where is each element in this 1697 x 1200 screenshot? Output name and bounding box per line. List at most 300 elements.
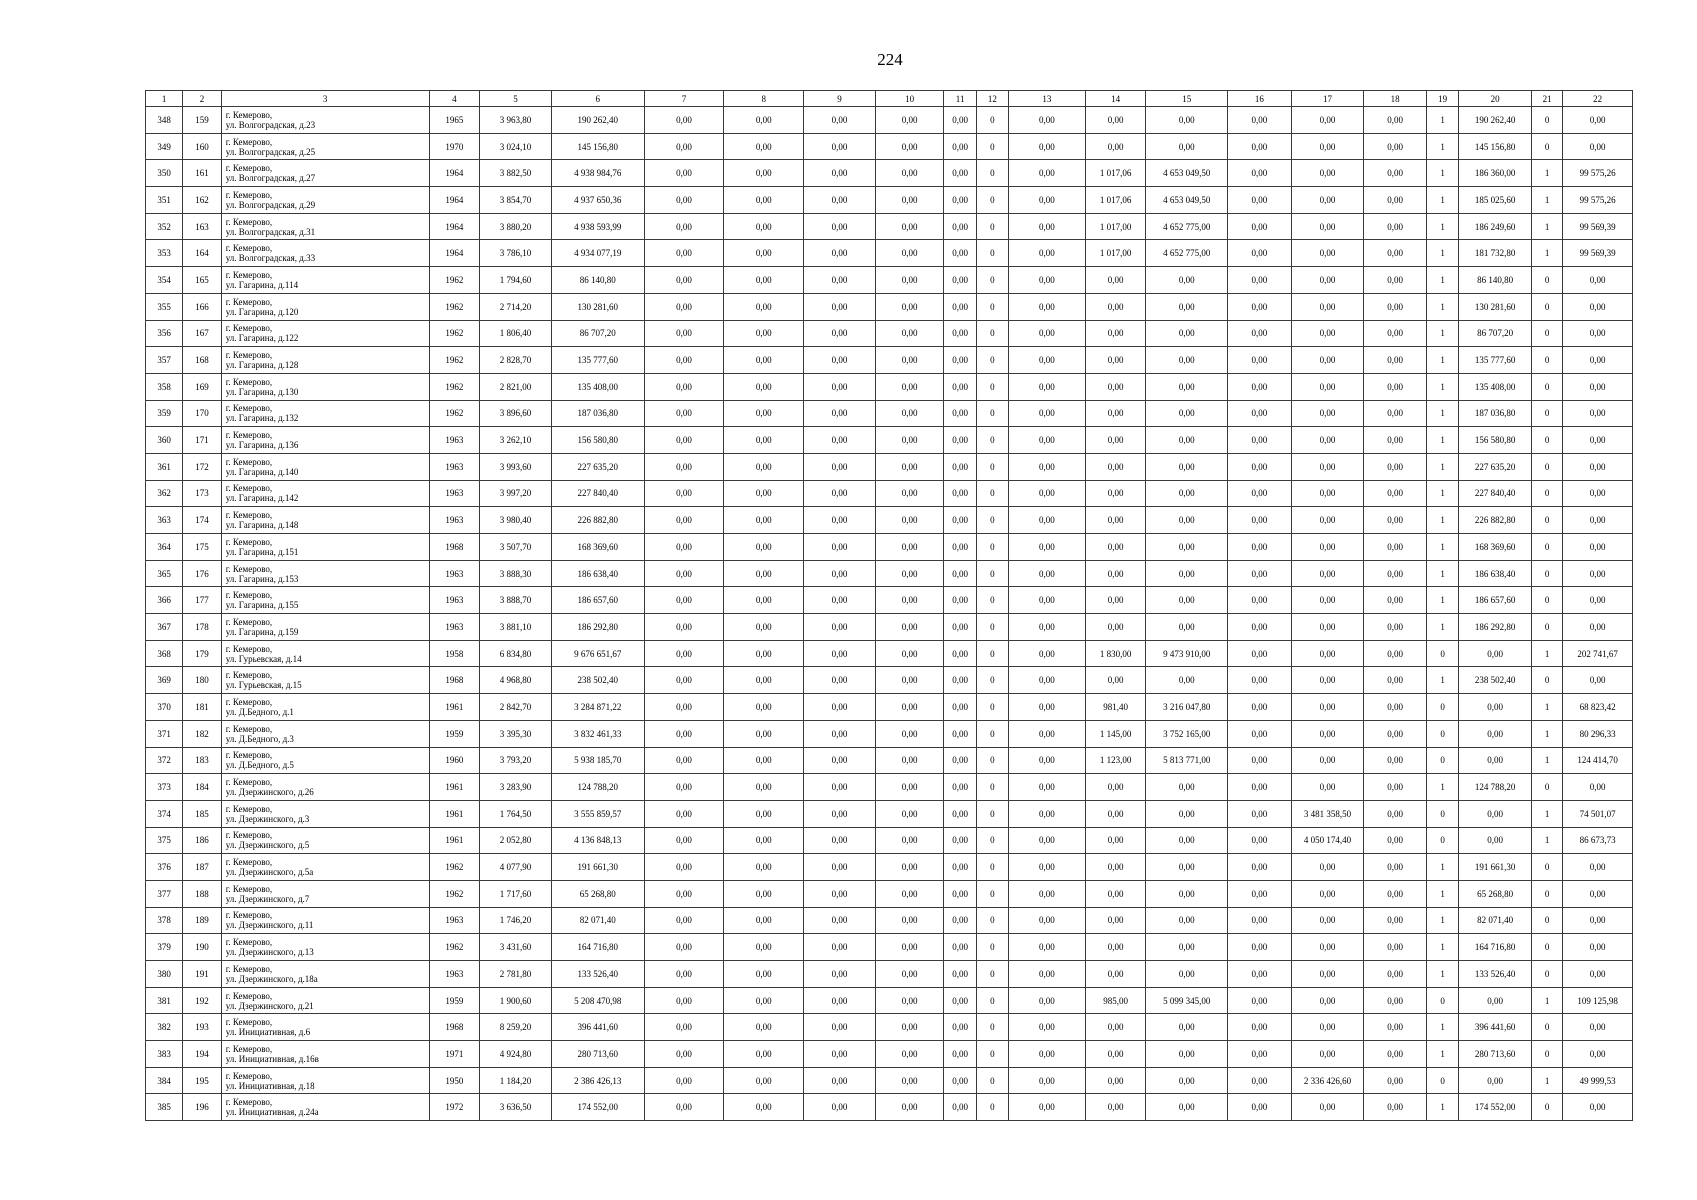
col-9-cell: 0,00 <box>804 961 876 988</box>
address-cell <box>221 320 429 347</box>
address-street: ул. Гагарина, д.140 <box>225 466 299 477</box>
col-14-cell: 0,00 <box>1085 133 1146 160</box>
col-20-cell: 168 369,60 <box>1459 534 1532 561</box>
col-22-cell: 0,00 <box>1563 1094 1633 1121</box>
total-cost-cell: 133 526,40 <box>551 961 644 988</box>
col-19-cell: 1 <box>1426 614 1458 641</box>
table-row <box>146 1067 1633 1094</box>
table-row <box>146 187 1633 214</box>
address-city: г. Кемерово, <box>225 723 273 734</box>
col-15-cell: 3 752 165,00 <box>1146 720 1228 747</box>
col-19-cell: 0 <box>1426 720 1458 747</box>
address-street: ул. Гагарина, д.114 <box>225 279 299 290</box>
address-cell <box>221 934 429 961</box>
area-cell: 3 888,30 <box>480 560 552 587</box>
col-21-cell: 0 <box>1531 934 1562 961</box>
address-cell <box>221 160 429 187</box>
col-21-cell: 0 <box>1531 507 1562 534</box>
year-cell: 1968 <box>429 534 479 561</box>
address-street: ул. Гагарина, д.132 <box>225 413 299 424</box>
col-9-cell: 0,00 <box>804 987 876 1014</box>
sub-number-cell: 177 <box>183 587 221 614</box>
col-21-cell: 1 <box>1531 160 1562 187</box>
year-cell: 1968 <box>429 667 479 694</box>
address-street: ул. Гагарина, д.122 <box>225 333 299 344</box>
column-header: 20 <box>1459 91 1532 107</box>
year-cell: 1961 <box>429 694 479 721</box>
sub-number-cell: 193 <box>183 1014 221 1041</box>
column-header: 18 <box>1364 91 1427 107</box>
area-cell: 3 882,50 <box>480 160 552 187</box>
col-10-cell: 0,00 <box>875 187 944 214</box>
col-7-cell: 0,00 <box>644 694 724 721</box>
row-number-cell: 360 <box>146 427 183 454</box>
col-20-cell: 191 661,30 <box>1459 854 1532 881</box>
col-7-cell: 0,00 <box>644 880 724 907</box>
col-9-cell: 0,00 <box>804 667 876 694</box>
table-body <box>146 107 1633 1121</box>
col-19-cell: 1 <box>1426 934 1458 961</box>
col-8-cell: 0,00 <box>724 1094 804 1121</box>
col-12-cell: 0 <box>976 640 1008 667</box>
address-street: ул. Дзержинского, д.26 <box>225 787 314 798</box>
col-12-cell: 0 <box>976 213 1008 240</box>
address-street: ул. Волгоградская, д.31 <box>225 226 316 237</box>
col-19-cell: 1 <box>1426 880 1458 907</box>
col-19-cell: 1 <box>1426 293 1458 320</box>
col-16-cell: 0,00 <box>1228 667 1292 694</box>
col-20-cell: 186 292,80 <box>1459 614 1532 641</box>
col-8-cell: 0,00 <box>724 347 804 374</box>
table-row <box>146 587 1633 614</box>
col-9-cell: 0,00 <box>804 267 876 294</box>
address-cell <box>221 800 429 827</box>
column-header: 2 <box>183 91 221 107</box>
address-city: г. Кемерово, <box>225 830 273 841</box>
col-10-cell: 0,00 <box>875 427 944 454</box>
col-8-cell: 0,00 <box>724 133 804 160</box>
address-cell <box>221 640 429 667</box>
sub-number-cell: 184 <box>183 774 221 801</box>
col-14-cell: 0,00 <box>1085 293 1146 320</box>
year-cell: 1962 <box>429 854 479 881</box>
col-11-cell: 0,00 <box>944 267 976 294</box>
area-cell: 3 395,30 <box>480 720 552 747</box>
col-10-cell: 0,00 <box>875 640 944 667</box>
col-9-cell: 0,00 <box>804 694 876 721</box>
address-city: г. Кемерово, <box>225 777 273 788</box>
col-20-cell: 0,00 <box>1459 747 1532 774</box>
total-cost-cell: 86 140,80 <box>551 267 644 294</box>
col-19-cell: 0 <box>1426 800 1458 827</box>
col-8-cell: 0,00 <box>724 854 804 881</box>
col-21-cell: 0 <box>1531 1094 1562 1121</box>
col-10-cell: 0,00 <box>875 1067 944 1094</box>
row-number-cell: 362 <box>146 480 183 507</box>
address-city: г. Кемерово, <box>225 963 273 974</box>
col-19-cell: 1 <box>1426 587 1458 614</box>
col-21-cell: 0 <box>1531 320 1562 347</box>
sub-number-cell: 187 <box>183 854 221 881</box>
col-14-cell: 0,00 <box>1085 400 1146 427</box>
col-20-cell: 130 281,60 <box>1459 293 1532 320</box>
table-row <box>146 667 1633 694</box>
col-12-cell: 0 <box>976 694 1008 721</box>
col-7-cell: 0,00 <box>644 534 724 561</box>
table-row <box>146 854 1633 881</box>
col-21-cell: 0 <box>1531 267 1562 294</box>
col-14-cell: 0,00 <box>1085 827 1146 854</box>
sub-number-cell: 167 <box>183 320 221 347</box>
sub-number-cell: 171 <box>183 427 221 454</box>
col-19-cell: 1 <box>1426 774 1458 801</box>
col-13-cell: 0,00 <box>1009 400 1086 427</box>
col-19-cell: 1 <box>1426 480 1458 507</box>
col-14-cell: 0,00 <box>1085 347 1146 374</box>
col-15-cell: 0,00 <box>1146 347 1228 374</box>
col-7-cell: 0,00 <box>644 480 724 507</box>
col-20-cell: 227 635,20 <box>1459 453 1532 480</box>
sub-number-cell: 160 <box>183 133 221 160</box>
table-row <box>146 160 1633 187</box>
col-18-cell: 0,00 <box>1364 480 1427 507</box>
col-16-cell: 0,00 <box>1228 747 1292 774</box>
column-header: 16 <box>1228 91 1292 107</box>
col-13-cell: 0,00 <box>1009 774 1086 801</box>
year-cell: 1959 <box>429 720 479 747</box>
year-cell: 1963 <box>429 961 479 988</box>
row-number-cell: 350 <box>146 160 183 187</box>
col-15-cell: 0,00 <box>1146 827 1228 854</box>
row-number-cell: 367 <box>146 614 183 641</box>
col-8-cell: 0,00 <box>724 827 804 854</box>
col-11-cell: 0,00 <box>944 614 976 641</box>
col-15-cell: 0,00 <box>1146 400 1228 427</box>
address-street: ул. Инициативная, д.6 <box>225 1027 311 1038</box>
col-22-cell: 0,00 <box>1563 133 1633 160</box>
row-number-cell: 380 <box>146 961 183 988</box>
col-13-cell: 0,00 <box>1009 827 1086 854</box>
address-street: ул. Инициативная, д.18 <box>225 1080 315 1091</box>
total-cost-cell: 3 832 461,33 <box>551 720 644 747</box>
sub-number-cell: 195 <box>183 1067 221 1094</box>
area-cell: 3 888,70 <box>480 587 552 614</box>
col-15-cell: 0,00 <box>1146 934 1228 961</box>
col-21-cell: 0 <box>1531 614 1562 641</box>
col-17-cell: 0,00 <box>1291 160 1364 187</box>
year-cell: 1961 <box>429 774 479 801</box>
address-cell <box>221 747 429 774</box>
area-cell: 3 896,60 <box>480 400 552 427</box>
total-cost-cell: 4 934 077,19 <box>551 240 644 267</box>
col-16-cell: 0,00 <box>1228 347 1292 374</box>
total-cost-cell: 135 777,60 <box>551 347 644 374</box>
area-cell: 3 854,70 <box>480 187 552 214</box>
row-number-cell: 377 <box>146 880 183 907</box>
col-15-cell: 4 653 049,50 <box>1146 160 1228 187</box>
address-cell <box>221 453 429 480</box>
col-9-cell: 0,00 <box>804 320 876 347</box>
address-city: г. Кемерово, <box>225 883 273 894</box>
row-number-cell: 385 <box>146 1094 183 1121</box>
address-city: г. Кемерово, <box>225 403 273 414</box>
col-11-cell: 0,00 <box>944 480 976 507</box>
col-10-cell: 0,00 <box>875 961 944 988</box>
total-cost-cell: 135 408,00 <box>551 373 644 400</box>
col-14-cell: 0,00 <box>1085 961 1146 988</box>
table-row <box>146 240 1633 267</box>
total-cost-cell: 3 284 871,22 <box>551 694 644 721</box>
col-11-cell: 0,00 <box>944 961 976 988</box>
area-cell: 2 052,80 <box>480 827 552 854</box>
col-9-cell: 0,00 <box>804 1041 876 1068</box>
address-city: г. Кемерово, <box>225 296 273 307</box>
table-row <box>146 507 1633 534</box>
year-cell: 1964 <box>429 187 479 214</box>
col-11-cell: 0,00 <box>944 507 976 534</box>
col-7-cell: 0,00 <box>644 1094 724 1121</box>
table-row <box>146 987 1633 1014</box>
table-row <box>146 720 1633 747</box>
col-9-cell: 0,00 <box>804 774 876 801</box>
year-cell: 1964 <box>429 240 479 267</box>
col-15-cell: 0,00 <box>1146 293 1228 320</box>
col-18-cell: 0,00 <box>1364 400 1427 427</box>
col-13-cell: 0,00 <box>1009 560 1086 587</box>
col-17-cell: 0,00 <box>1291 560 1364 587</box>
col-21-cell: 0 <box>1531 880 1562 907</box>
sub-number-cell: 172 <box>183 453 221 480</box>
col-10-cell: 0,00 <box>875 587 944 614</box>
address-street: ул. Д.Бедного, д.3 <box>225 733 294 744</box>
col-16-cell: 0,00 <box>1228 800 1292 827</box>
col-17-cell: 0,00 <box>1291 347 1364 374</box>
total-cost-cell: 5 208 470,98 <box>551 987 644 1014</box>
address-cell <box>221 961 429 988</box>
col-17-cell: 0,00 <box>1291 854 1364 881</box>
address-cell <box>221 293 429 320</box>
col-10-cell: 0,00 <box>875 373 944 400</box>
col-7-cell: 0,00 <box>644 293 724 320</box>
col-8-cell: 0,00 <box>724 107 804 134</box>
col-16-cell: 0,00 <box>1228 1067 1292 1094</box>
year-cell: 1963 <box>429 427 479 454</box>
area-cell: 2 714,20 <box>480 293 552 320</box>
address-city: г. Кемерово, <box>225 643 273 654</box>
col-19-cell: 1 <box>1426 961 1458 988</box>
col-15-cell: 4 652 775,00 <box>1146 213 1228 240</box>
col-21-cell: 0 <box>1531 907 1562 934</box>
col-15-cell: 0,00 <box>1146 1067 1228 1094</box>
col-22-cell: 0,00 <box>1563 560 1633 587</box>
address-cell <box>221 694 429 721</box>
address-cell <box>221 720 429 747</box>
col-12-cell: 0 <box>976 373 1008 400</box>
total-cost-cell: 226 882,80 <box>551 507 644 534</box>
col-15-cell: 0,00 <box>1146 267 1228 294</box>
col-14-cell: 0,00 <box>1085 907 1146 934</box>
col-16-cell: 0,00 <box>1228 587 1292 614</box>
area-cell: 3 880,20 <box>480 213 552 240</box>
col-17-cell: 0,00 <box>1291 880 1364 907</box>
col-22-cell: 0,00 <box>1563 961 1633 988</box>
col-9-cell: 0,00 <box>804 160 876 187</box>
sub-number-cell: 175 <box>183 534 221 561</box>
area-cell: 1 184,20 <box>480 1067 552 1094</box>
col-19-cell: 1 <box>1426 267 1458 294</box>
col-20-cell: 186 638,40 <box>1459 560 1532 587</box>
row-number-cell: 372 <box>146 747 183 774</box>
column-header: 10 <box>875 91 944 107</box>
col-11-cell: 0,00 <box>944 400 976 427</box>
col-16-cell: 0,00 <box>1228 880 1292 907</box>
col-21-cell: 1 <box>1531 1067 1562 1094</box>
col-13-cell: 0,00 <box>1009 667 1086 694</box>
col-19-cell: 0 <box>1426 640 1458 667</box>
col-18-cell: 0,00 <box>1364 720 1427 747</box>
total-cost-cell: 2 386 426,13 <box>551 1067 644 1094</box>
col-21-cell: 0 <box>1531 133 1562 160</box>
col-8-cell: 0,00 <box>724 774 804 801</box>
year-cell: 1964 <box>429 213 479 240</box>
col-15-cell: 0,00 <box>1146 507 1228 534</box>
col-22-cell: 0,00 <box>1563 507 1633 534</box>
address-street: ул. Волгоградская, д.29 <box>225 199 316 210</box>
area-cell: 6 834,80 <box>480 640 552 667</box>
address-street: ул. Гагарина, д.155 <box>225 600 299 611</box>
total-cost-cell: 65 268,80 <box>551 880 644 907</box>
col-10-cell: 0,00 <box>875 160 944 187</box>
col-11-cell: 0,00 <box>944 373 976 400</box>
col-9-cell: 0,00 <box>804 347 876 374</box>
col-14-cell: 0,00 <box>1085 507 1146 534</box>
col-11-cell: 0,00 <box>944 133 976 160</box>
col-9-cell: 0,00 <box>804 534 876 561</box>
address-cell <box>221 774 429 801</box>
col-18-cell: 0,00 <box>1364 507 1427 534</box>
area-cell: 1 717,60 <box>480 880 552 907</box>
area-cell: 1 794,60 <box>480 267 552 294</box>
col-22-cell: 0,00 <box>1563 934 1633 961</box>
col-17-cell: 0,00 <box>1291 720 1364 747</box>
col-13-cell: 0,00 <box>1009 453 1086 480</box>
col-9-cell: 0,00 <box>804 1067 876 1094</box>
col-12-cell: 0 <box>976 667 1008 694</box>
total-cost-cell: 145 156,80 <box>551 133 644 160</box>
col-19-cell: 0 <box>1426 747 1458 774</box>
col-22-cell: 0,00 <box>1563 1041 1633 1068</box>
col-16-cell: 0,00 <box>1228 453 1292 480</box>
col-20-cell: 181 732,80 <box>1459 240 1532 267</box>
col-13-cell: 0,00 <box>1009 160 1086 187</box>
year-cell: 1965 <box>429 107 479 134</box>
row-number-cell: 368 <box>146 640 183 667</box>
col-22-cell: 0,00 <box>1563 907 1633 934</box>
col-17-cell: 0,00 <box>1291 400 1364 427</box>
col-14-cell: 0,00 <box>1085 534 1146 561</box>
address-cell <box>221 480 429 507</box>
address-street: ул. Инициативная, д.16в <box>225 1053 319 1064</box>
col-7-cell: 0,00 <box>644 133 724 160</box>
col-20-cell: 226 882,80 <box>1459 507 1532 534</box>
col-16-cell: 0,00 <box>1228 480 1292 507</box>
col-21-cell: 1 <box>1531 747 1562 774</box>
col-9-cell: 0,00 <box>804 640 876 667</box>
address-city: г. Кемерово, <box>225 670 273 681</box>
col-16-cell: 0,00 <box>1228 320 1292 347</box>
col-10-cell: 0,00 <box>875 880 944 907</box>
address-city: г. Кемерово, <box>225 536 273 547</box>
year-cell: 1962 <box>429 320 479 347</box>
row-number-cell: 356 <box>146 320 183 347</box>
col-7-cell: 0,00 <box>644 400 724 427</box>
col-10-cell: 0,00 <box>875 240 944 267</box>
col-13-cell: 0,00 <box>1009 133 1086 160</box>
column-header: 4 <box>429 91 479 107</box>
col-7-cell: 0,00 <box>644 987 724 1014</box>
address-street: ул. Гурьевская, д.15 <box>225 680 302 691</box>
col-17-cell: 0,00 <box>1291 293 1364 320</box>
col-19-cell: 1 <box>1426 427 1458 454</box>
col-7-cell: 0,00 <box>644 560 724 587</box>
area-cell: 3 262,10 <box>480 427 552 454</box>
col-14-cell: 0,00 <box>1085 373 1146 400</box>
col-16-cell: 0,00 <box>1228 427 1292 454</box>
year-cell: 1961 <box>429 800 479 827</box>
total-cost-cell: 227 840,40 <box>551 480 644 507</box>
year-cell: 1970 <box>429 133 479 160</box>
table-row <box>146 747 1633 774</box>
col-16-cell: 0,00 <box>1228 213 1292 240</box>
col-8-cell: 0,00 <box>724 187 804 214</box>
table-row <box>146 453 1633 480</box>
col-8-cell: 0,00 <box>724 560 804 587</box>
col-12-cell: 0 <box>976 560 1008 587</box>
col-22-cell: 0,00 <box>1563 267 1633 294</box>
address-street: ул. Гагарина, д.130 <box>225 386 299 397</box>
total-cost-cell: 130 281,60 <box>551 293 644 320</box>
row-number-cell: 355 <box>146 293 183 320</box>
row-number-cell: 357 <box>146 347 183 374</box>
col-19-cell: 0 <box>1426 827 1458 854</box>
address-city: г. Кемерово, <box>225 616 273 627</box>
col-7-cell: 0,00 <box>644 934 724 961</box>
col-18-cell: 0,00 <box>1364 987 1427 1014</box>
col-21-cell: 0 <box>1531 587 1562 614</box>
table-row <box>146 1014 1633 1041</box>
col-19-cell: 1 <box>1426 1094 1458 1121</box>
table-row <box>146 614 1633 641</box>
address-city: г. Кемерово, <box>225 510 273 521</box>
address-city: г. Кемерово, <box>225 216 273 227</box>
total-cost-cell: 186 292,80 <box>551 614 644 641</box>
col-7-cell: 0,00 <box>644 854 724 881</box>
address-cell <box>221 827 429 854</box>
total-cost-cell: 9 676 651,67 <box>551 640 644 667</box>
col-20-cell: 124 788,20 <box>1459 774 1532 801</box>
address-street: ул. Гурьевская, д.14 <box>225 653 302 664</box>
col-11-cell: 0,00 <box>944 453 976 480</box>
table-row <box>146 107 1633 134</box>
total-cost-cell: 86 707,20 <box>551 320 644 347</box>
col-8-cell: 0,00 <box>724 1067 804 1094</box>
year-cell: 1961 <box>429 827 479 854</box>
col-13-cell: 0,00 <box>1009 587 1086 614</box>
col-13-cell: 0,00 <box>1009 373 1086 400</box>
col-16-cell: 0,00 <box>1228 187 1292 214</box>
col-7-cell: 0,00 <box>644 267 724 294</box>
col-18-cell: 0,00 <box>1364 667 1427 694</box>
